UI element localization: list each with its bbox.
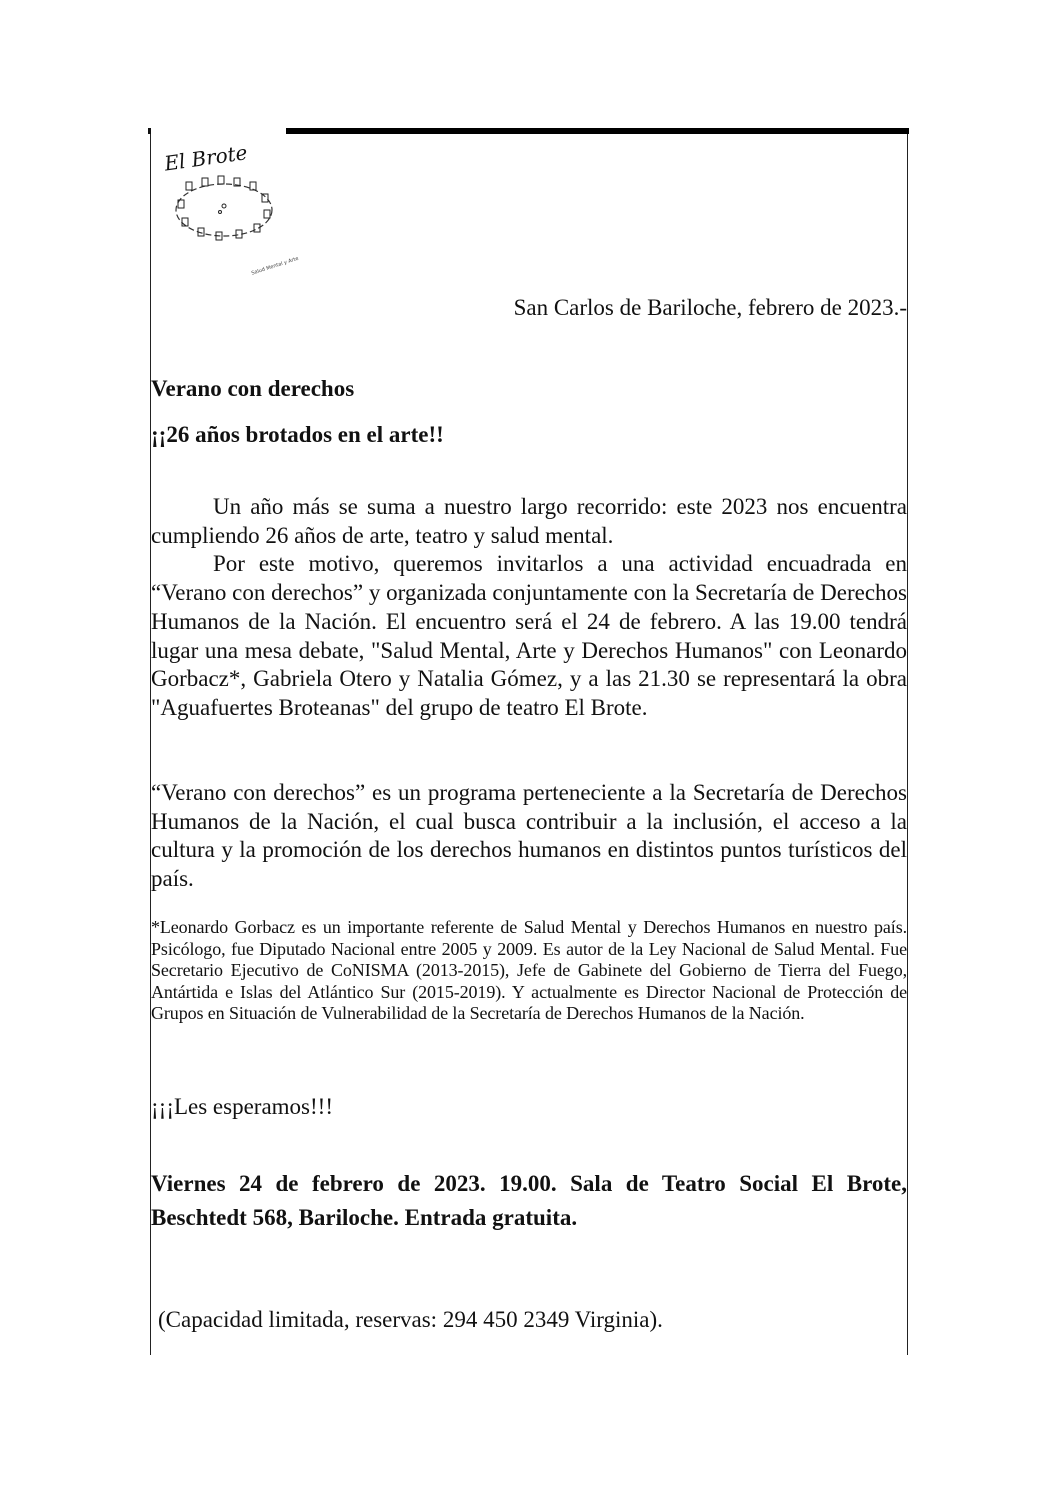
title-heading: Verano con derechos: [151, 376, 355, 401]
event-details: Viernes 24 de febrero de 2023. 19.00. Sala de Teatro Social El Brote, Beschtedt 568, Bariloche. Entrada gratuita.: [151, 1171, 907, 1230]
invitation-line: ¡¡¡Les esperamos!!!: [151, 1094, 333, 1119]
el-brote-logo: [158, 138, 300, 278]
logo-text: El Brote: [162, 140, 249, 176]
reservations-line: (Capacidad limitada, reservas: 294 450 2349 Virginia).: [158, 1307, 663, 1332]
subtitle-heading: ¡¡26 años brotados en el arte!!: [151, 422, 444, 447]
logo-caption: Salud Mental y Arte: [250, 255, 300, 277]
paragraph-program: “Verano con derechos” es un programa perteneciente a la Secretaría de Derechos Humanos de la Nación, el cual busca contribuir a la inclusión, el acceso a la cultura y la promoción de los derechos humanos en distintos puntos turísticos del país.: [151, 780, 907, 892]
date-line: San Carlos de Bariloche, febrero de 2023.-: [513, 295, 907, 320]
paragraph-activity: Por este motivo, queremos invitarlos a una actividad encuadrada en “Verano con derechos” y organizada conjuntamente con la Secretaría de Derechos Humanos de la Nación. El encuentro será el 24 de febrero. A las 19.00 tendrá lugar una mesa debate, "Salud Mental, Arte y Derechos Humanos" con Leonardo Gorbacz*, Gabriela Otero y Natalia Gómez, y a las 21.30 se representará la obra "Aguafuertes Broteanas" del grupo de teatro El Brote.: [151, 551, 907, 720]
top-border-bar: [286, 128, 909, 134]
paragraph-anniversary: Un año más se suma a nuestro largo recorrido: este 2023 nos encuentra cumpliendo 26 años de arte, teatro y salud mental.: [151, 494, 907, 548]
right-border-line: [907, 128, 908, 1355]
intro-body: [151, 493, 907, 723]
footnote: *Leonardo Gorbacz es un importante referente de Salud Mental y Derechos Humanos en nuestro país. Psicólogo, fue Diputado Nacional entre 2005 y 2009. Es autor de la Ley Nacional de Salud Mental. Fue Secretario Ejecutivo de CoNISMA (2013-2015), Jefe de Gabinete del Gobierno de Tierra del Fuego, Antártida e Islas del Atlántico Sur (2015-2019). Y actualmente es Director Nacional de Protección de Grupos en Situación de Vulnerabilidad de la Secretaría de Derechos Humanos de la Nación.: [151, 917, 907, 1023]
left-border-tick: [148, 128, 151, 134]
